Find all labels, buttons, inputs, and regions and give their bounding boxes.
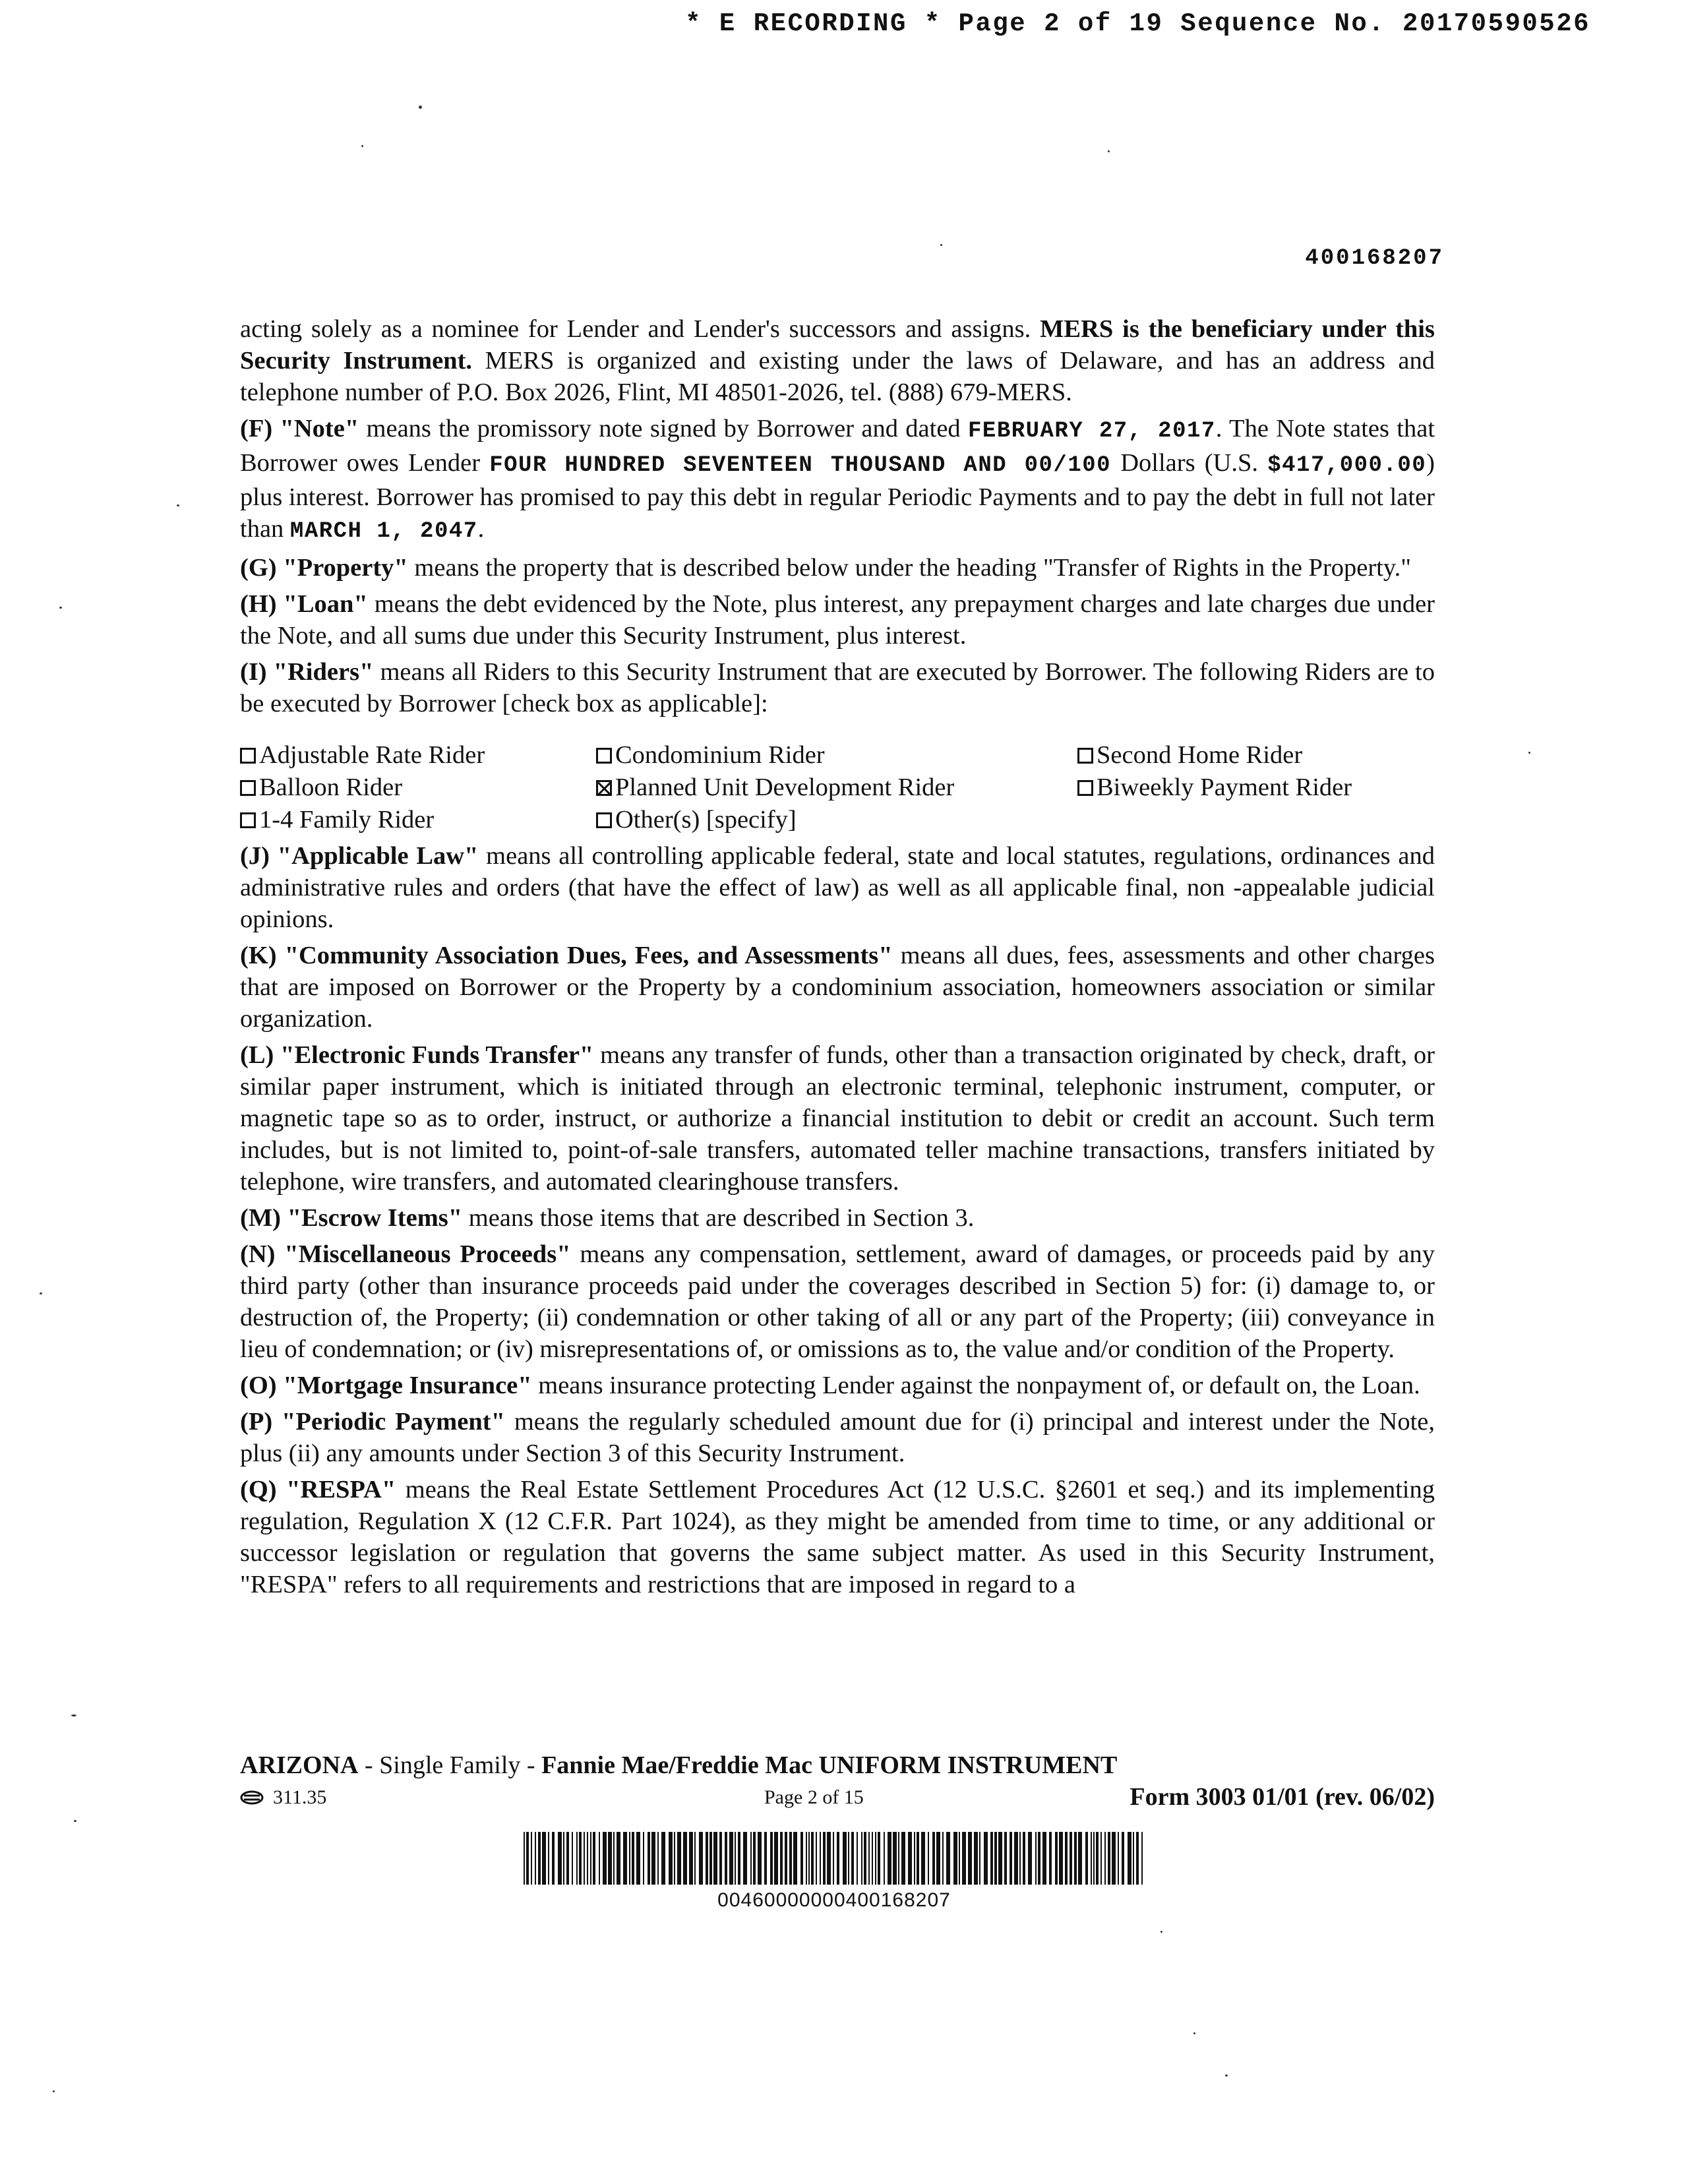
- definition-text: means all dues, fees, assessments and other charges that are imposed on Borrower or the Property by a condominium association, homeowners association or similar organization.: [240, 942, 1435, 1033]
- rider-adjustable-rate[interactable]: [240, 739, 596, 772]
- barcode-bar: [587, 1832, 588, 1885]
- barcode-bar: [753, 1832, 756, 1885]
- checkbox[interactable]: [1077, 748, 1093, 764]
- barcode-bar: [576, 1832, 578, 1885]
- barcode-bar: [1074, 1832, 1077, 1885]
- intro-text-2: MERS is organized and existing under the laws of Delaware, and has an address and telephone number of P.O. Box 2026, Flint, MI 48501-2026, tel. (888) 679-MERS.: [240, 347, 1435, 406]
- checkbox[interactable]: [596, 812, 612, 828]
- checkbox[interactable]: [240, 748, 256, 764]
- rider-1-4-family[interactable]: [240, 804, 596, 836]
- intro-paragraph: [240, 313, 1435, 408]
- recording-header: * E RECORDING * Page 2 of 19 Sequence No. 20170590526: [685, 9, 1590, 38]
- barcode-bar: [1042, 1832, 1046, 1885]
- definition-property: [240, 552, 1435, 584]
- scan-speck: [74, 1820, 76, 1822]
- barcode-bar: [750, 1832, 752, 1885]
- rider-condominium[interactable]: [596, 739, 1077, 772]
- barcode-bar: [789, 1832, 792, 1885]
- barcode-bar: [780, 1832, 783, 1885]
- definition-note: [240, 413, 1435, 547]
- barcode-bar: [542, 1832, 546, 1885]
- definition-label: (K) "Community Association Dues, Fees, and Assessments": [240, 942, 893, 969]
- barcode-bar: [994, 1832, 997, 1885]
- barcode-bar: [936, 1832, 940, 1885]
- definition-text: ) plus interest. Borrower has promised to pay this debt in regular Periodic Payments and to pay the debt in full not later than: [240, 449, 1435, 543]
- barcode-bar: [1023, 1832, 1025, 1885]
- barcode-bar: [1004, 1832, 1007, 1885]
- barcode-bar: [811, 1832, 814, 1885]
- definition-label: (F) "Note": [240, 415, 359, 442]
- barcode-bar: [661, 1832, 665, 1885]
- barcode-bar: [1078, 1832, 1082, 1885]
- barcode-bar: [793, 1832, 797, 1885]
- barcode-bar: [932, 1832, 935, 1885]
- barcode-bar: [884, 1832, 885, 1885]
- barcode-bar: [584, 1832, 585, 1885]
- barcode-bar: [1096, 1832, 1099, 1885]
- footer-separator: - Single Family -: [358, 1751, 542, 1779]
- definition-text: means the Real Estate Settlement Procedures Act (12 U.S.C. §2601 et seq.) and its implementing regulation, Regulation X (12 C.F.R. Part 1024), as they might be amended from time to time, or any additional or successor legislation or regulation that governs the same subject matter. As used in this Security Instrument, "RESPA" refers to all requirements and restrictions that are imposed in regard to a: [240, 1476, 1435, 1598]
- loan-number: 400168207: [1305, 246, 1444, 271]
- footer-title: [240, 1751, 1435, 1780]
- definition-text: means the promissory note signed by Borrower and dated: [359, 415, 969, 442]
- checkbox[interactable]: [596, 748, 612, 764]
- barcode-bar: [1093, 1832, 1095, 1885]
- barcode-bar: [770, 1832, 773, 1885]
- barcode-bar: [1118, 1832, 1119, 1885]
- barcode-bar: [953, 1832, 957, 1885]
- barcode-bar: [713, 1832, 717, 1885]
- barcode-bar: [806, 1832, 807, 1885]
- document-body: [240, 313, 1435, 1605]
- barcode-bar: [683, 1832, 687, 1885]
- barcode-bar: [833, 1832, 834, 1885]
- barcode-bar: [1136, 1832, 1139, 1885]
- barcode-bar: [808, 1832, 810, 1885]
- barcode-bar: [674, 1832, 675, 1885]
- barcode-bar: [764, 1832, 767, 1885]
- definition-text: means all controlling applicable federal, state and local statutes, regulations, ordinances and administrative rules and orders (that have the effect of law) as well as all applicable final, non -appealable judicial opinions.: [240, 842, 1435, 933]
- barcode-bar: [959, 1832, 960, 1885]
- definition-text: means the debt evidenced by the Note, plus interest, any prepayment charges and late charges due under the Note, and all sums due under this Security Instrument, plus interest.: [240, 590, 1435, 650]
- barcode-bar: [566, 1832, 569, 1885]
- barcode-bar: [898, 1832, 899, 1885]
- barcode-bar: [599, 1832, 600, 1885]
- barcode-bar: [837, 1832, 839, 1885]
- loan-amount: $417,000.00: [1267, 453, 1427, 478]
- barcode-bar: [1128, 1832, 1131, 1885]
- barcode-bar: [729, 1832, 733, 1885]
- barcode-bar: [725, 1832, 727, 1885]
- definition-applicable-law: [240, 840, 1435, 935]
- barcode-bar: [1133, 1832, 1134, 1885]
- barcode-bar: [998, 1832, 1002, 1885]
- barcode-bar: [774, 1832, 778, 1885]
- barcode-bar: [1100, 1832, 1102, 1885]
- scan-speck: [419, 106, 422, 109]
- definition-label: (Q) "RESPA": [240, 1476, 396, 1503]
- rider-label: Condominium Rider: [615, 741, 825, 769]
- definition-text: .: [477, 515, 485, 543]
- barcode-bar: [531, 1832, 532, 1885]
- barcode-bar: [608, 1832, 612, 1885]
- form-id: Form 3003 01/01 (rev. 06/02): [1130, 1783, 1435, 1811]
- barcode-bar: [689, 1832, 693, 1885]
- barcode-bar: [946, 1832, 950, 1885]
- definition-text: . The Note states that Borrower owes Lender: [240, 415, 1435, 477]
- barcode-bar: [526, 1832, 529, 1885]
- barcode-bar: [1070, 1832, 1072, 1885]
- barcode-bar: [563, 1832, 564, 1885]
- barcode-bar: [643, 1832, 644, 1885]
- definition-community-dues: [240, 940, 1435, 1035]
- form-code: [240, 1786, 326, 1809]
- barcode-bar: [709, 1832, 712, 1885]
- barcode-bar: [558, 1832, 562, 1885]
- definition-text: means the property that is described below under the heading "Transfer of Rights in the Property.": [407, 554, 1411, 582]
- barcode-bar: [1014, 1832, 1018, 1885]
- barcode-bar: [1108, 1832, 1110, 1885]
- scan-speck: [1160, 1931, 1162, 1933]
- barcode-bar: [1122, 1832, 1124, 1885]
- barcode-bar: [785, 1832, 787, 1885]
- barcode-bar: [603, 1832, 607, 1885]
- rider-balloon[interactable]: [240, 772, 596, 804]
- footer-state: ARIZONA: [240, 1751, 359, 1779]
- barcode-bar: [548, 1832, 549, 1885]
- barcode-bar: [893, 1832, 897, 1885]
- rider-label: Planned Unit Development Rider: [615, 774, 955, 801]
- barcode-bar: [990, 1832, 993, 1885]
- checkbox[interactable]: [240, 812, 256, 828]
- barcode-number: 00460000000400168207: [717, 1889, 951, 1911]
- rider-biweekly-payment[interactable]: [1077, 772, 1433, 804]
- definition-text: Dollars (U.S.: [1111, 449, 1268, 477]
- barcode-bar: [908, 1832, 912, 1885]
- definition-label: (H) "Loan": [240, 590, 368, 618]
- scan-speck: [361, 145, 363, 147]
- barcode-bar: [875, 1832, 876, 1885]
- barcode-bar: [864, 1832, 866, 1885]
- definition-label: (N) "Miscellaneous Proceeds": [240, 1240, 571, 1268]
- definition-respa: [240, 1474, 1435, 1600]
- barcode-bar: [962, 1832, 966, 1885]
- scan-speck: [71, 1714, 76, 1716]
- definition-mortgage-insurance: [240, 1370, 1435, 1401]
- printer-logo-icon: [240, 1790, 264, 1805]
- barcode-bar: [669, 1832, 673, 1885]
- barcode-bar: [699, 1832, 703, 1885]
- riders-checklist: [240, 739, 1435, 836]
- barcode-bar: [1049, 1832, 1052, 1885]
- barcode-bar: [872, 1832, 873, 1885]
- barcode-bar: [816, 1832, 817, 1885]
- note-date: FEBRUARY 27, 2017: [968, 419, 1216, 444]
- definition-label: (G) "Property": [240, 554, 408, 582]
- barcode-bar: [917, 1832, 919, 1885]
- barcode-bar: [590, 1832, 591, 1885]
- rider-label: Adjustable Rate Rider: [259, 741, 485, 769]
- barcode-bar: [851, 1832, 854, 1885]
- barcode-bar: [1085, 1832, 1088, 1885]
- scan-speck: [177, 504, 179, 506]
- barcode-bar: [694, 1832, 696, 1885]
- rider-planned-unit-development[interactable]: [596, 772, 1077, 804]
- barcode-bar: [593, 1832, 595, 1885]
- definition-text: means any compensation, settlement, award of damages, or proceeds paid by any third party (other than insurance proceeds paid under the coverages described in Section 5) for: (i) damage to, or destruction of, the Property; (ii) condemnation or other taking of all or any part of the Property; (iii) conveyance in lieu of condemnation; or (iv) misrepresentations of, or omissions as to, the value and/or condition of the Property.: [240, 1240, 1435, 1363]
- barcode-bar: [928, 1832, 929, 1885]
- barcode-bar: [632, 1832, 634, 1885]
- page-indicator: Page 2 of 15: [764, 1786, 864, 1808]
- barcode-bar: [735, 1832, 736, 1885]
- barcode-bar: [1104, 1832, 1106, 1885]
- barcode-bar: [901, 1832, 905, 1885]
- barcode-bar: [719, 1832, 722, 1885]
- barcode-bar: [629, 1832, 630, 1885]
- barcode-bar: [538, 1832, 541, 1885]
- scan-speck: [940, 244, 942, 246]
- barcode-bar: [827, 1832, 831, 1885]
- definition-text: means those items that are described in Section 3.: [462, 1204, 975, 1232]
- definition-misc-proceeds: [240, 1238, 1435, 1365]
- scan-speck: [1225, 2075, 1228, 2077]
- barcode-bar: [1010, 1832, 1012, 1885]
- definition-label: (J) "Applicable Law": [240, 842, 479, 870]
- barcode-bar: [848, 1832, 849, 1885]
- definition-label: (I) "Riders": [240, 658, 374, 686]
- definition-loan: [240, 588, 1435, 652]
- checkbox[interactable]: [596, 780, 612, 796]
- barcode-bar: [968, 1832, 972, 1885]
- barcode-bar: [535, 1832, 536, 1885]
- barcode-bar: [743, 1832, 747, 1885]
- scan-speck: [40, 1292, 42, 1294]
- barcode-bar: [758, 1832, 762, 1885]
- definition-label: (P) "Periodic Payment": [240, 1408, 505, 1436]
- definition-text: means insurance protecting Lender against the nonpayment of, or default on, the Loan.: [531, 1372, 1420, 1399]
- barcode-bar: [979, 1832, 980, 1885]
- checkbox[interactable]: [240, 780, 256, 796]
- barcode: [521, 1832, 1147, 1885]
- rider-label: Balloon Rider: [259, 774, 403, 801]
- barcode-bar: [843, 1832, 847, 1885]
- definition-text: means all Riders to this Security Instrument that are executed by Borrower. The following Riders are to be executed by Borrower [check box as applicable]:: [240, 658, 1435, 717]
- barcode-bar: [579, 1832, 582, 1885]
- barcode-bar: [623, 1832, 627, 1885]
- barcode-bar: [706, 1832, 708, 1885]
- loan-amount-words: FOUR HUNDRED SEVENTEEN THOUSAND AND 00/100: [489, 453, 1112, 478]
- scan-speck: [59, 607, 62, 609]
- barcode-bar: [861, 1832, 862, 1885]
- barcode-bar: [572, 1832, 573, 1885]
- definition-riders: [240, 656, 1435, 719]
- scan-speck: [53, 2090, 55, 2092]
- definition-label: (O) "Mortgage Insurance": [240, 1372, 532, 1399]
- barcode-bar: [857, 1832, 858, 1885]
- rider-label: Second Home Rider: [1097, 741, 1303, 769]
- barcode-bar: [657, 1832, 659, 1885]
- barcode-bar: [921, 1832, 925, 1885]
- footer-instrument-title: Fannie Mae/Freddie Mac UNIFORM INSTRUMENT: [541, 1751, 1118, 1779]
- barcode-bar: [1091, 1832, 1092, 1885]
- definition-periodic-payment: [240, 1406, 1435, 1469]
- definition-label: (L) "Electronic Funds Transfer": [240, 1041, 594, 1069]
- barcode-bar: [823, 1832, 826, 1885]
- barcode-bar: [552, 1832, 555, 1885]
- rider-second-home[interactable]: [1077, 739, 1433, 772]
- barcode-bar: [1028, 1832, 1032, 1885]
- barcode-bar: [914, 1832, 915, 1885]
- form-code-text: 311.35: [273, 1786, 327, 1808]
- barcode-bar: [617, 1832, 620, 1885]
- barcode-bar: [636, 1832, 640, 1885]
- barcode-bar: [1035, 1832, 1037, 1885]
- barcode-bar: [1019, 1832, 1021, 1885]
- rider-label: 1-4 Family Rider: [259, 806, 435, 834]
- barcode-bar: [888, 1832, 891, 1885]
- definition-text: means the regularly scheduled amount due for (i) principal and interest under the Note, plus (ii) any amounts under Section 3 of this Security Instrument.: [240, 1408, 1435, 1467]
- barcode-bar: [677, 1832, 681, 1885]
- barcode-bar: [820, 1832, 821, 1885]
- barcode-bar: [984, 1832, 988, 1885]
- maturity-date: MARCH 1, 2047: [289, 519, 478, 544]
- intro-bold: MERS is the beneficiary under this Security Instrument.: [240, 315, 1435, 375]
- barcode-block: [521, 1832, 1147, 1912]
- barcode-bar: [1065, 1832, 1068, 1885]
- definition-escrow-items: [240, 1202, 1435, 1234]
- barcode-bar: [524, 1832, 525, 1885]
- barcode-bar: [1055, 1832, 1058, 1885]
- scan-speck: [1108, 150, 1110, 152]
- barcode-bar: [648, 1832, 650, 1885]
- barcode-bar: [942, 1832, 944, 1885]
- rider-other[interactable]: [596, 804, 1077, 836]
- definition-label: (M) "Escrow Items": [240, 1204, 463, 1232]
- barcode-bar: [868, 1832, 870, 1885]
- barcode-bar: [651, 1832, 655, 1885]
- form-footer: [240, 1751, 1435, 1815]
- checkbox[interactable]: [1077, 780, 1093, 796]
- barcode-bar: [1059, 1832, 1063, 1885]
- barcode-bar: [738, 1832, 740, 1885]
- barcode-bar: [974, 1832, 978, 1885]
- barcode-bar: [613, 1832, 615, 1885]
- barcode-bar: [1112, 1832, 1116, 1885]
- rider-label: Biweekly Payment Rider: [1097, 774, 1352, 801]
- footer-row: [240, 1782, 1435, 1815]
- barcode-bar: [800, 1832, 803, 1885]
- barcode-bar: [1038, 1832, 1040, 1885]
- definition-electronic-funds: [240, 1039, 1435, 1198]
- barcode-bar: [1141, 1832, 1143, 1885]
- intro-text-1: acting solely as a nominee for Lender and Lender's successors and assigns.: [240, 315, 1040, 343]
- scan-speck: [1528, 752, 1530, 754]
- scan-speck: [1193, 2032, 1195, 2034]
- barcode-bar: [878, 1832, 880, 1885]
- rider-label: Other(s) [specify]: [615, 806, 797, 834]
- definition-text: means any transfer of funds, other than a transaction originated by check, draft, or similar paper instrument, which is initiated through an electronic terminal, telephonic instrument, computer, or magnetic tape so as to order, instruct, or authorize a financial institution to debit or credit an account. Such term includes, but is not limited to, point-of-sale transfers, automated teller machine transactions, transfers initiated by telephone, wire transfers, and automated clearinghouse transfers.: [240, 1041, 1435, 1196]
